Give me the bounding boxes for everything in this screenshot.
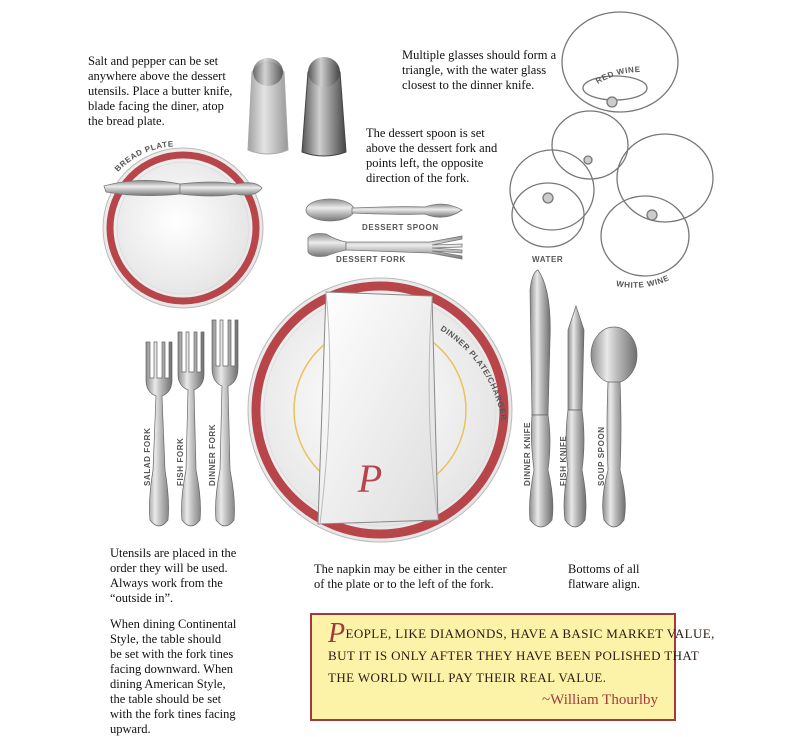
- label-water: WATER: [532, 255, 564, 264]
- label-dinner-fork: DINNER FORK: [208, 423, 217, 486]
- quote-dropcap: P: [328, 618, 346, 649]
- label-soup-spoon: SOUP SPOON: [597, 426, 606, 486]
- fish-fork: [178, 332, 204, 526]
- label-red-wine: RED WINE: [594, 64, 641, 86]
- label-dessert-fork: DESSERT FORK: [336, 255, 406, 264]
- note-dessert-spoon: The dessert spoon is set above the dessert fork and points left, the opposite direction of the fork.: [366, 126, 498, 185]
- label-dinner-knife: DINNER KNIFE: [523, 421, 532, 486]
- dinner-fork: [212, 320, 238, 526]
- label-dinner-plate: DINNER PLATE/CHARGER: [438, 324, 509, 422]
- label-dessert-spoon: DESSERT SPOON: [362, 223, 439, 232]
- quote-line-3: THE WORLD WILL PAY THEIR REAL VALUE.: [328, 670, 607, 685]
- napkin: [318, 292, 438, 524]
- quote-author: ~William Thourlby: [542, 692, 658, 708]
- note-dining-style: When dining Continental Style, the table should be set with the fork tines facing downward. When dining American Style, the table should be set with the fork tines facing upward.: [110, 617, 237, 736]
- fish-knife: [564, 306, 586, 527]
- label-white-wine: WHITE WINE: [615, 273, 671, 290]
- note-flatware: Bottoms of all flatware align.: [568, 562, 641, 591]
- bread-plate: [103, 148, 263, 308]
- white-wine-glass: [601, 134, 713, 276]
- label-salad-fork: SALAD FORK: [143, 427, 152, 486]
- water-glass: [510, 150, 594, 247]
- quote-line-2: BUT IT IS ONLY AFTER THEY HAVE BEEN POLISHED THAT: [328, 648, 700, 663]
- quote-box: [310, 613, 715, 721]
- champagne-glass: [552, 111, 628, 179]
- label-fish-knife: FISH KNIFE: [559, 435, 568, 486]
- salt-shaker: [248, 58, 288, 154]
- quote-line-1: PEOPLE, LIKE DIAMONDS, HAVE A BASIC MARKET VALUE,: [328, 618, 715, 649]
- note-napkin: The napkin may be either in the center of the plate or to the left of the fork.: [314, 562, 507, 591]
- note-glasses: Multiple glasses should form a triangle, with the water glass closest to the dinner knife.: [402, 48, 557, 92]
- dessert-spoon: [306, 199, 462, 221]
- red-wine-glass: [562, 12, 678, 112]
- label-bread-plate: BREAD PLATE: [112, 139, 175, 174]
- note-salt-pepper: Salt and pepper can be set anywhere above the dessert utensils. Place a butter knife, blade facing the diner, atop the bread plate.: [88, 54, 233, 128]
- pepper-shaker: [302, 57, 346, 156]
- napkin-monogram: P: [357, 456, 383, 501]
- dinner-knife: [530, 270, 553, 527]
- label-fish-fork: FISH FORK: [176, 437, 185, 486]
- note-utensils-order: Utensils are placed in the order they will be used. Always work from the “outside in”.: [110, 546, 237, 605]
